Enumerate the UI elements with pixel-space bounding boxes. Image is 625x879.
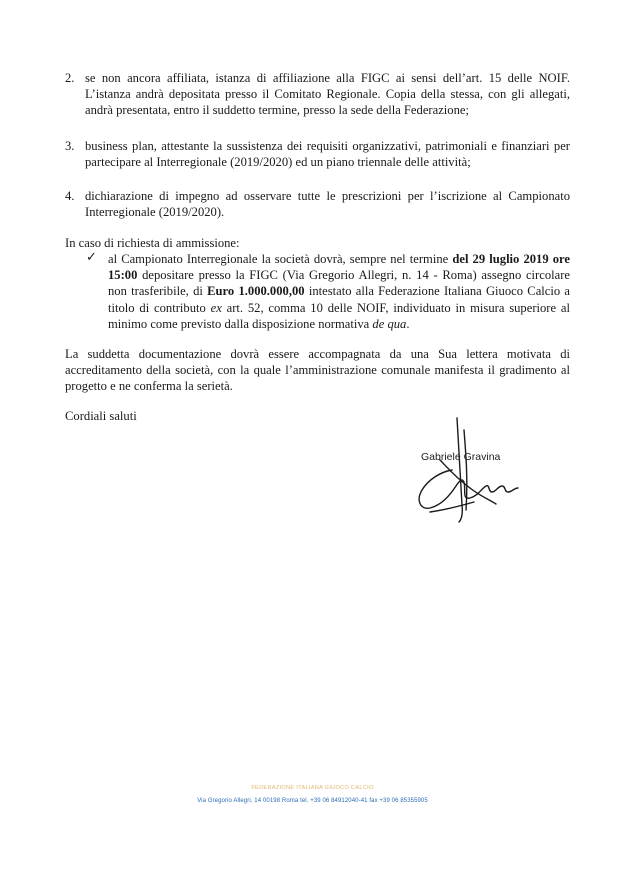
list-item-2	[65, 70, 570, 119]
admission-text-part: al Campionato Interregionale la società dovrà, sempre nel termine	[108, 252, 453, 266]
closing-paragraph	[65, 346, 570, 395]
list-item-text: business plan, attestante la sussistenza dei requisiti organizzativi, patrimoniali e finanziari per partecipare al Interregionale (2019/2020) ed un piano triennale delle attività;	[85, 139, 570, 170]
closing-paragraph-text: La suddetta documentazione dovrà essere accompagnata da una Sua lettera motivata di accreditamento della società, con la quale l’amministrazione comunale manifesta il gradimento al progetto e ne conferma la serietà.	[65, 347, 570, 394]
admission-text-part: art. 52, comma 10 delle NOIF, individuato in misura superiore al minimo come previsto dalla disposizione normativa	[108, 300, 570, 331]
ex-italic: ex	[210, 300, 222, 315]
amount-bold: Euro 1.000.000,00	[207, 284, 305, 299]
signature-name: Gabriele Gravina	[421, 451, 501, 463]
list-item-4	[65, 188, 570, 220]
handwritten-signature	[400, 410, 530, 530]
list-item-text: se non ancora affiliata, istanza di affiliazione alla FIGC ai sensi dell’art. 15 delle NOIF. L’istanza andrà depositata presso il Comitato Regionale. Copia della stessa, con gli allegati, andrà presentata, entro il suddetto termine, presso la sede della Federazione;	[85, 71, 570, 118]
admission-intro: In caso di richiesta di ammissione:	[65, 236, 240, 250]
greeting: Cordiali saluti	[65, 409, 137, 423]
de-qua-italic: de qua	[372, 316, 407, 331]
admission-check-item	[86, 251, 570, 332]
footer-address: Via Gregorio Allegri, 14 00198 Roma tel. +39 06 84912040-41 fax +39 06 85355905	[197, 798, 428, 804]
list-number: 3.	[65, 139, 75, 153]
check-mark-icon: ✓	[86, 250, 97, 265]
footer-organization: FEDERAZIONE ITALIANA GIUOCO CALCIO	[251, 785, 374, 791]
admission-text-part: depositare presso la FIGC (Via Gregorio Allegri, n. 14 - Roma) assegno circolare non trasferibile, di	[108, 268, 570, 299]
deadline-bold: del 29 luglio 2019 ore 15:00	[108, 252, 571, 283]
list-item-text: dichiarazione di impegno ad osservare tutte le prescrizioni per l’iscrizione al Campionato Interregionale (2019/2020).	[85, 189, 570, 220]
admission-text	[108, 251, 570, 332]
list-item-3	[65, 138, 570, 170]
list-number: 2.	[65, 71, 75, 85]
admission-text-part: .	[406, 316, 410, 331]
list-number: 4.	[65, 189, 75, 203]
admission-text-part: intestato alla Federazione Italiana Giuoco Calcio a titolo di contributo	[108, 284, 571, 315]
